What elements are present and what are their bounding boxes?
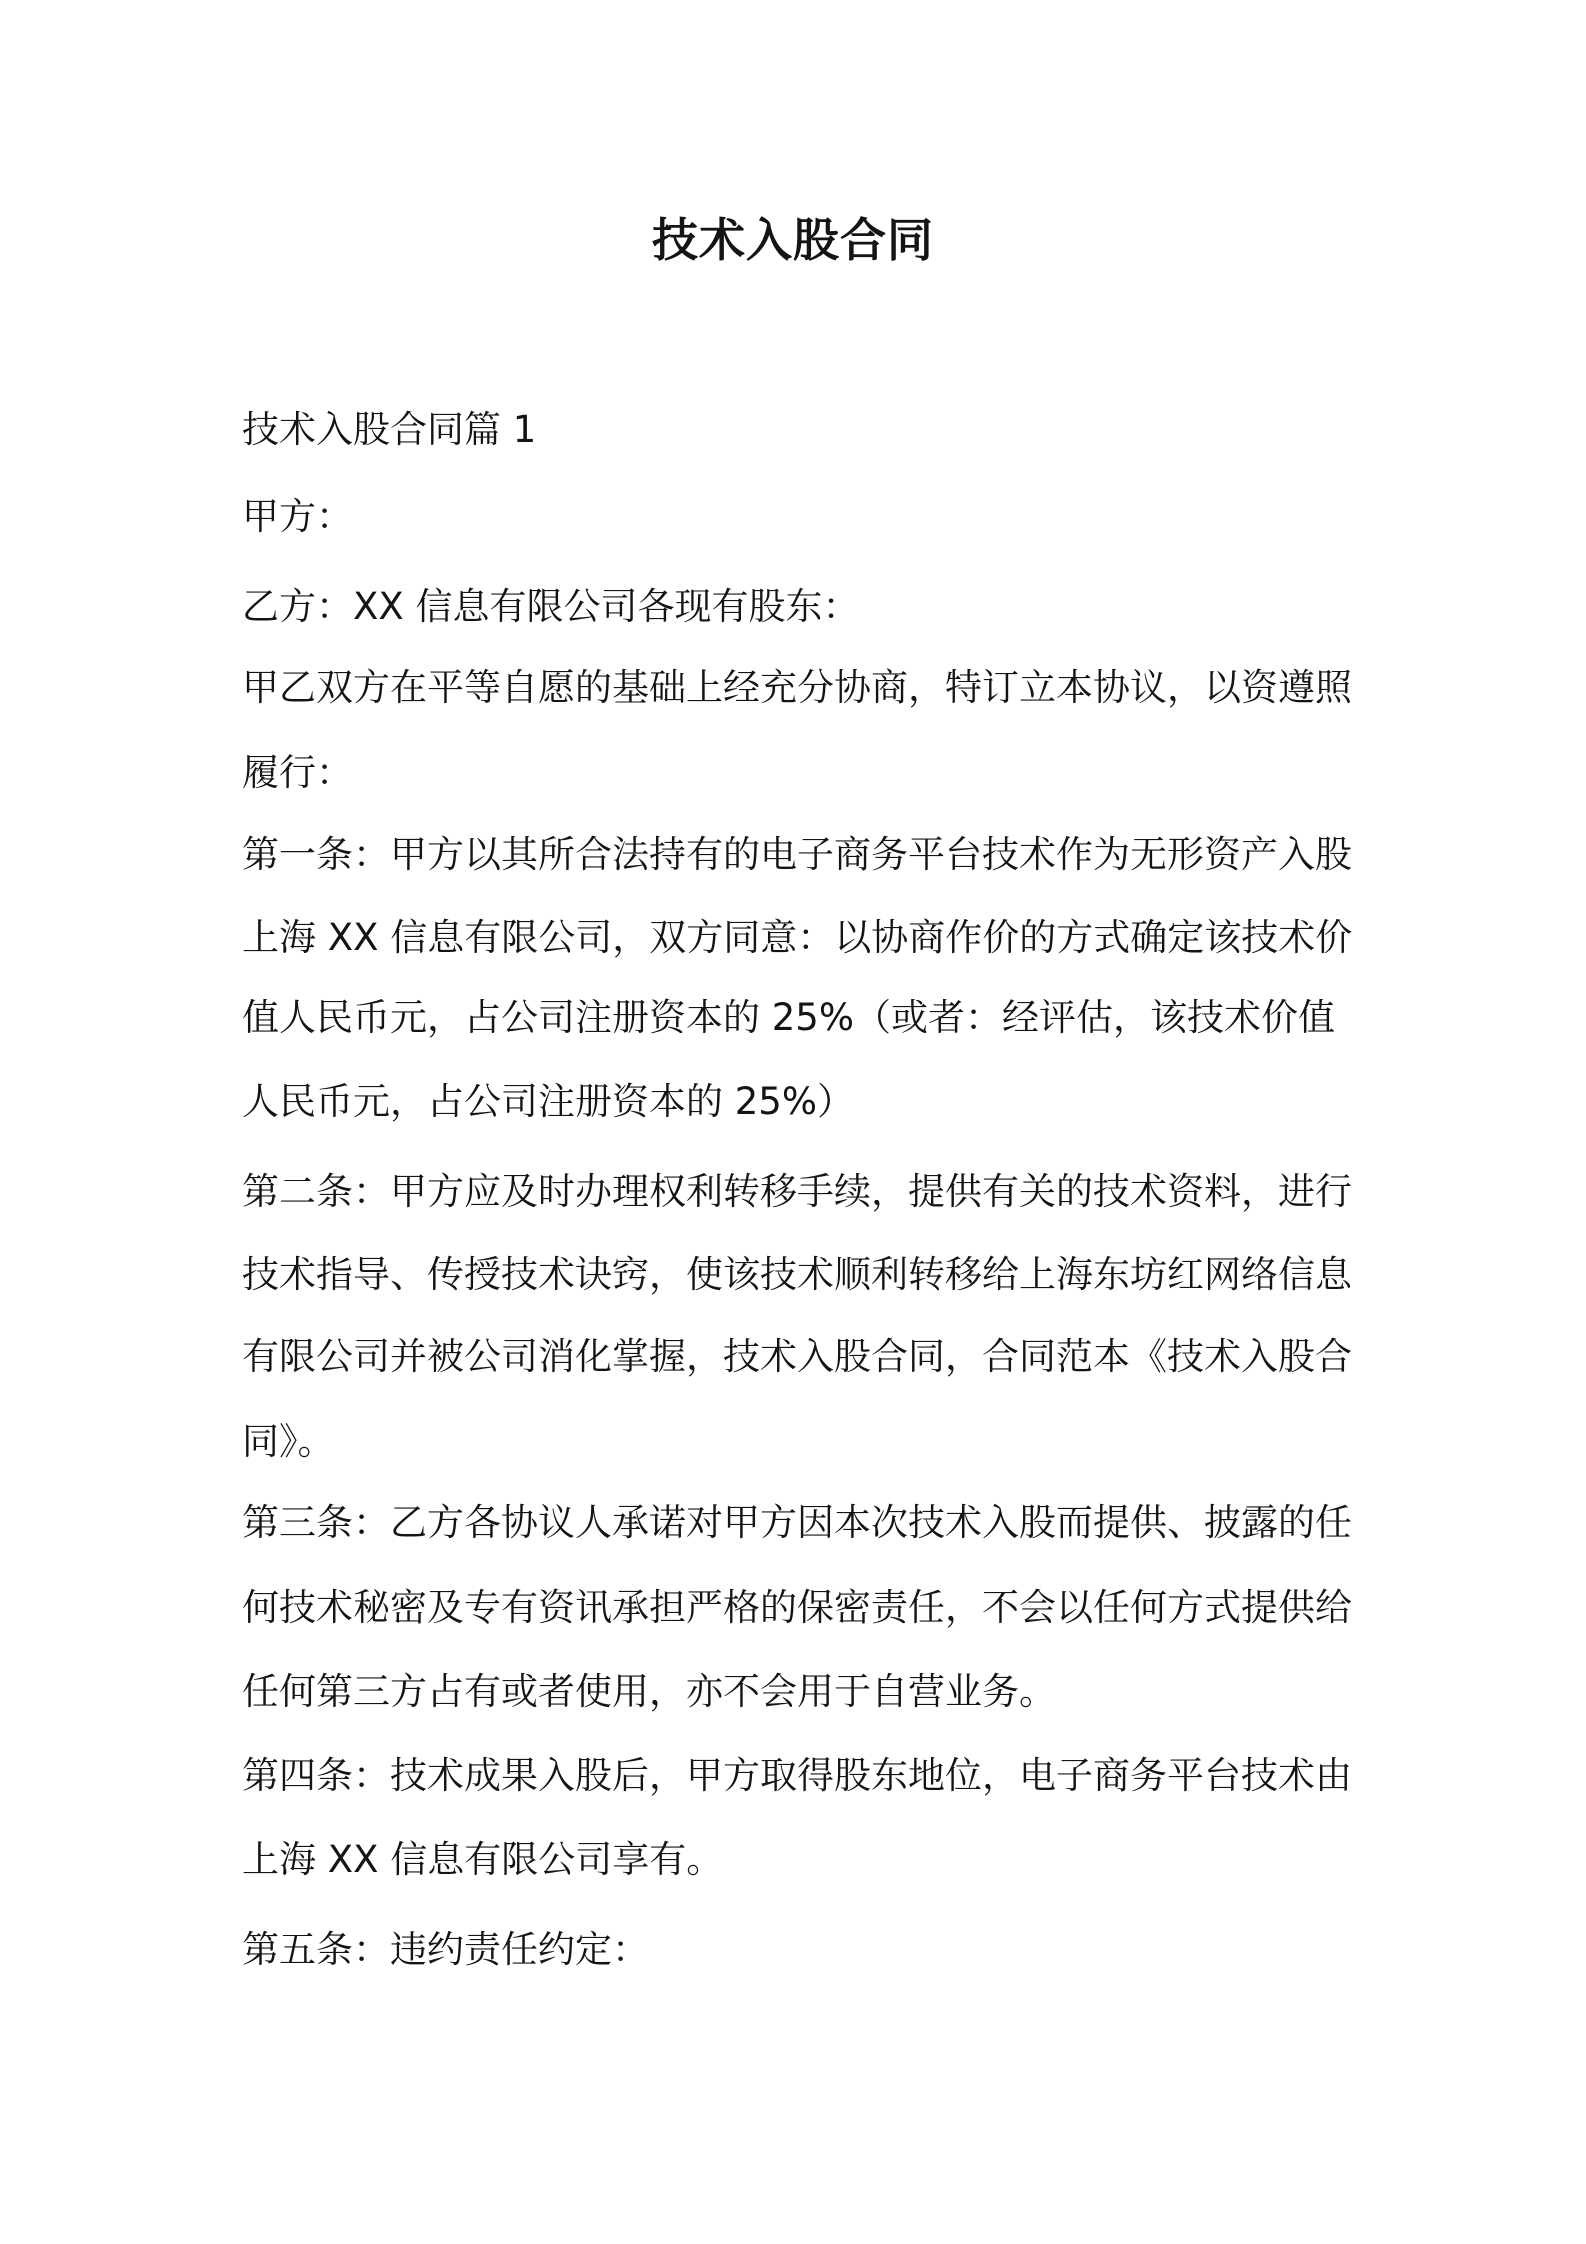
text-line: 上海 XX 信息有限公司享有。 [242,1838,724,1881]
article-3-line: 第三条：乙方各协议人承诺对甲方因本次技术入股而提供、披露的任 [242,1501,1352,1544]
text-line: 甲乙双方在平等自愿的基础上经充分协商，特订立本协议，以资遵照 [242,666,1352,709]
party-a-line: 甲方： [242,495,353,538]
text-line: 任何第三方占有或者使用，亦不会用于自营业务。 [242,1670,1056,1713]
document-title: 技术入股合同 [652,213,934,267]
text-line: 人民币元，占公司注册资本的 25%） [242,1080,854,1123]
text-line: 何技术秘密及专有资讯承担严格的保密责任，不会以任何方式提供给 [242,1586,1352,1629]
text-line: 同》。 [242,1420,335,1463]
article-2-line: 第二条：甲方应及时办理权利转移手续，提供有关的技术资料，进行 [242,1170,1352,1213]
article-5-line: 第五条：违约责任约定： [242,1928,649,1971]
text-line: 有限公司并被公司消化掌握，技术入股合同，合同范本《技术入股合 [242,1335,1352,1378]
article-4-line: 第四条：技术成果入股后，甲方取得股东地位，电子商务平台技术由 [242,1754,1352,1797]
text-line: 上海 XX 信息有限公司，双方同意：以协商作价的方式确定该技术价 [242,916,1353,959]
section-heading: 技术入股合同篇 1 [242,408,537,451]
text-line: 值人民币元，占公司注册资本的 25%（或者：经评估，该技术价值 [242,996,1335,1039]
text-line: 履行： [242,751,353,794]
party-b-line: 乙方：XX 信息有限公司各现有股东： [242,585,860,628]
text-line: 技术指导、传授技术诀窍，使该技术顺利转移给上海东坊红网络信息 [242,1253,1352,1296]
article-1-line: 第一条：甲方以其所合法持有的电子商务平台技术作为无形资产入股 [242,833,1352,876]
